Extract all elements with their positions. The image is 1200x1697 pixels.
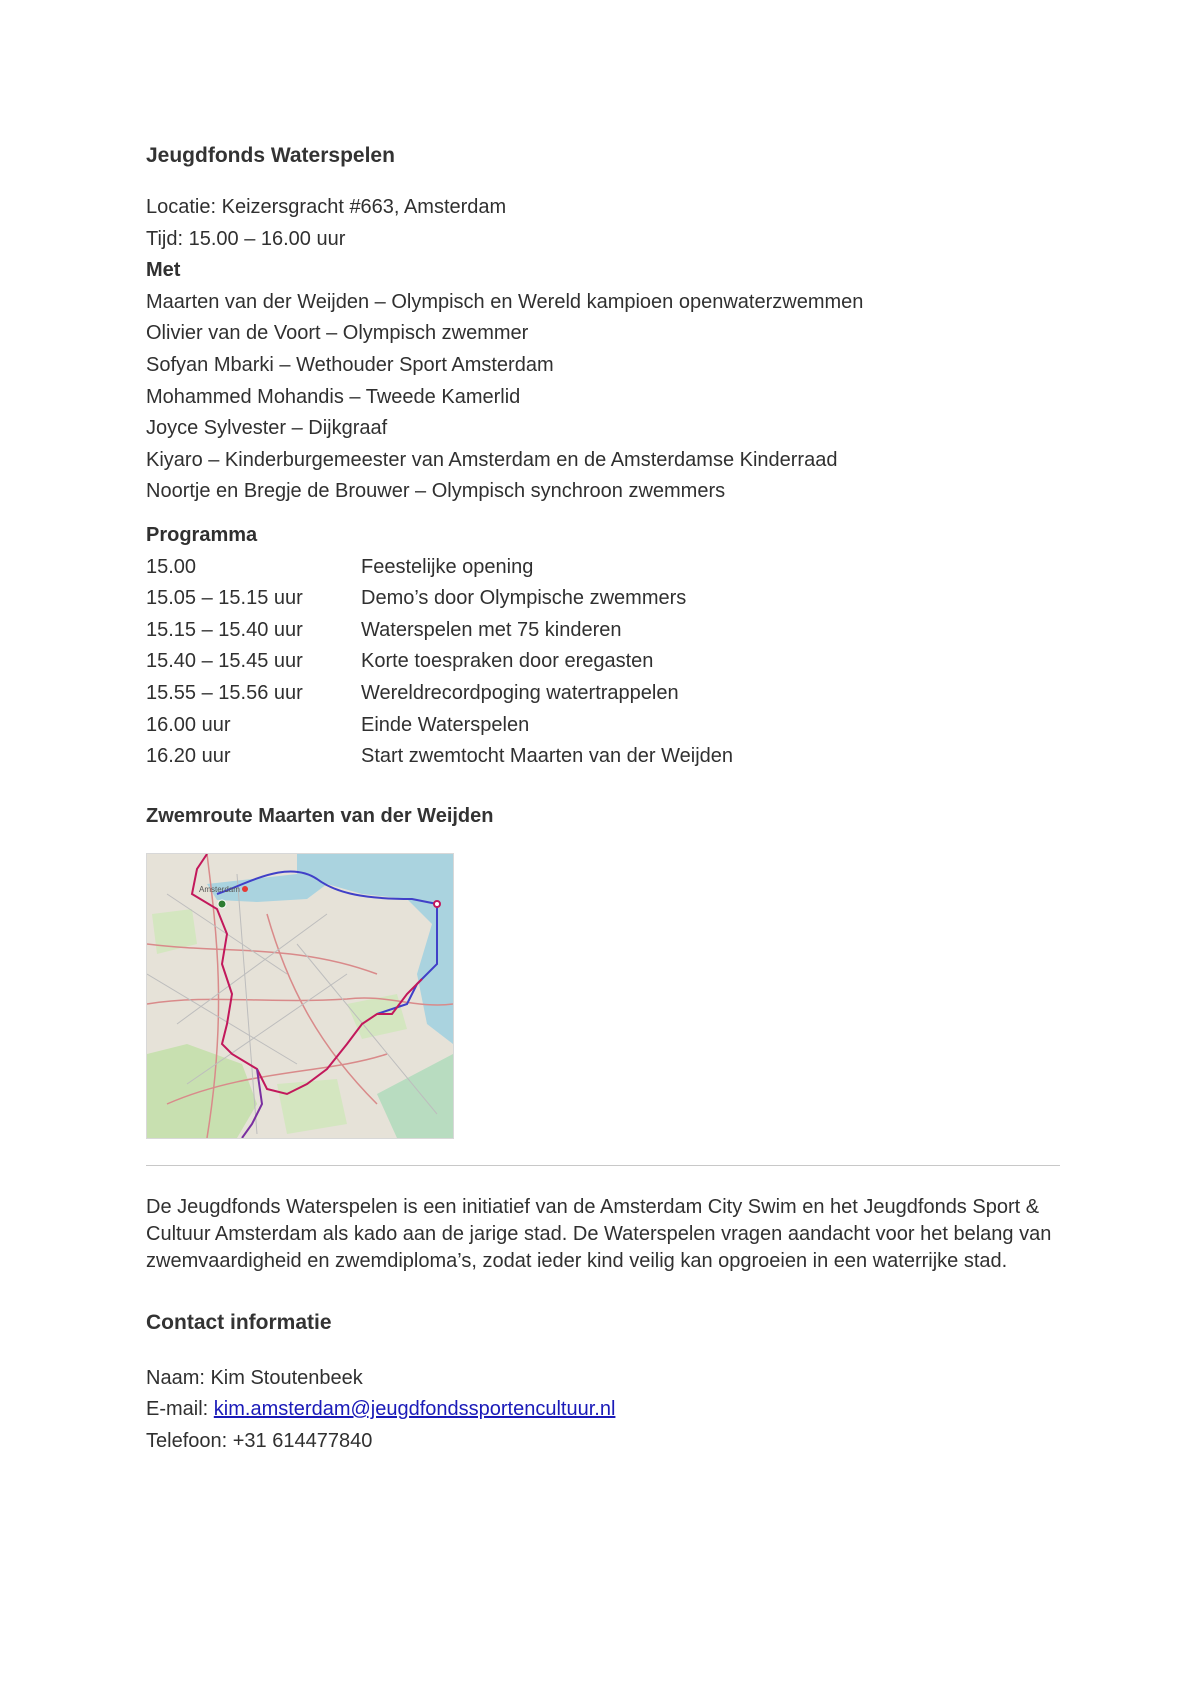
program-heading: Programma — [146, 523, 258, 546]
description-paragraph: De Jeugdfonds Waterspelen is een initiatief van de Amsterdam City Swim en het Jeugdfonds Sport & Cultuur Amsterdam als kado aan de jarige stad. De Waterspelen vragen aandacht voor het belang van zwemvaardigheid en zwemdiploma’s, zodat ieder kind veilig kan opgroeien in een waterrijke stad. — [146, 1195, 1052, 1272]
contact-section — [146, 1363, 1062, 1458]
guest-item: Sofyan Mbarki – Wethouder Sport Amsterdam — [146, 353, 554, 376]
program-activity: Demo’s door Olympische zwemmers — [361, 587, 687, 610]
contact-heading: Contact informatie — [146, 1310, 332, 1334]
start-marker — [218, 900, 226, 908]
map-park — [277, 1079, 347, 1134]
time-line: Tijd: 15.00 – 16.00 uur — [146, 227, 346, 250]
guest-item: Joyce Sylvester – Dijkgraaf — [146, 417, 388, 440]
guest-item: Mohammed Mohandis – Tweede Kamerlid — [146, 385, 521, 408]
program-time: 16.00 uur — [146, 713, 231, 736]
document-content — [146, 142, 1062, 1457]
contact-phone: Telefoon: +31 614477840 — [146, 1429, 373, 1452]
guest-item: Olivier van de Voort – Olympisch zwemmer — [146, 322, 529, 345]
program-time: 15.55 – 15.56 uur — [146, 681, 303, 704]
guests-heading: Met — [146, 259, 181, 282]
program-activity: Einde Waterspelen — [361, 713, 530, 736]
program-activity: Wereldrecordpoging watertrappelen — [361, 681, 679, 704]
location-marker — [242, 886, 248, 892]
route-map — [146, 853, 454, 1139]
event-details — [146, 192, 1062, 508]
location-line: Locatie: Keizersgracht #663, Amsterdam — [146, 196, 507, 218]
contact-email-label: E-mail: — [146, 1398, 214, 1421]
program-activity: Waterspelen met 75 kinderen — [361, 618, 622, 641]
program-time: 15.40 – 15.45 uur — [146, 650, 303, 673]
program-time: 15.00 — [146, 555, 197, 578]
program-row — [146, 678, 1062, 710]
program-row — [146, 646, 1062, 678]
contact-email-line — [146, 1394, 1062, 1426]
program-activity: Feestelijke opening — [361, 555, 534, 578]
program-row — [146, 583, 1062, 615]
page-title: Jeugdfonds Waterspelen — [146, 144, 395, 167]
divider — [146, 1165, 1060, 1166]
program-time: 15.05 – 15.15 uur — [146, 587, 303, 610]
contact-name: Naam: Kim Stoutenbeek — [146, 1366, 363, 1389]
program-activity: Start zwemtocht Maarten van der Weijden — [361, 745, 734, 768]
program-section — [146, 520, 1062, 773]
guest-item: Maarten van der Weijden – Olympisch en Wereld kampioen openwaterzwemmen — [146, 290, 864, 313]
guest-item: Kiyaro – Kinderburgemeester van Amsterdam en de Amsterdamse Kinderraad — [146, 448, 838, 471]
guest-item: Noortje en Bregje de Brouwer – Olympisch synchroon zwemmers — [146, 480, 726, 503]
contact-email-link[interactable]: kim.amsterdam@jeugdfondssportencultuur.nl — [213, 1398, 616, 1421]
program-row — [146, 741, 1062, 773]
program-time: 16.20 uur — [146, 745, 231, 768]
route-heading: Zwemroute Maarten van der Weijden — [146, 804, 494, 827]
program-row — [146, 552, 1062, 584]
program-row — [146, 710, 1062, 742]
program-time: 15.15 – 15.40 uur — [146, 618, 303, 641]
program-row — [146, 615, 1062, 647]
waypoint-marker — [434, 901, 440, 907]
map-city-label: Amsterdam — [199, 884, 240, 894]
program-activity: Korte toespraken door eregasten — [361, 650, 654, 673]
route-map-image — [147, 854, 453, 1138]
